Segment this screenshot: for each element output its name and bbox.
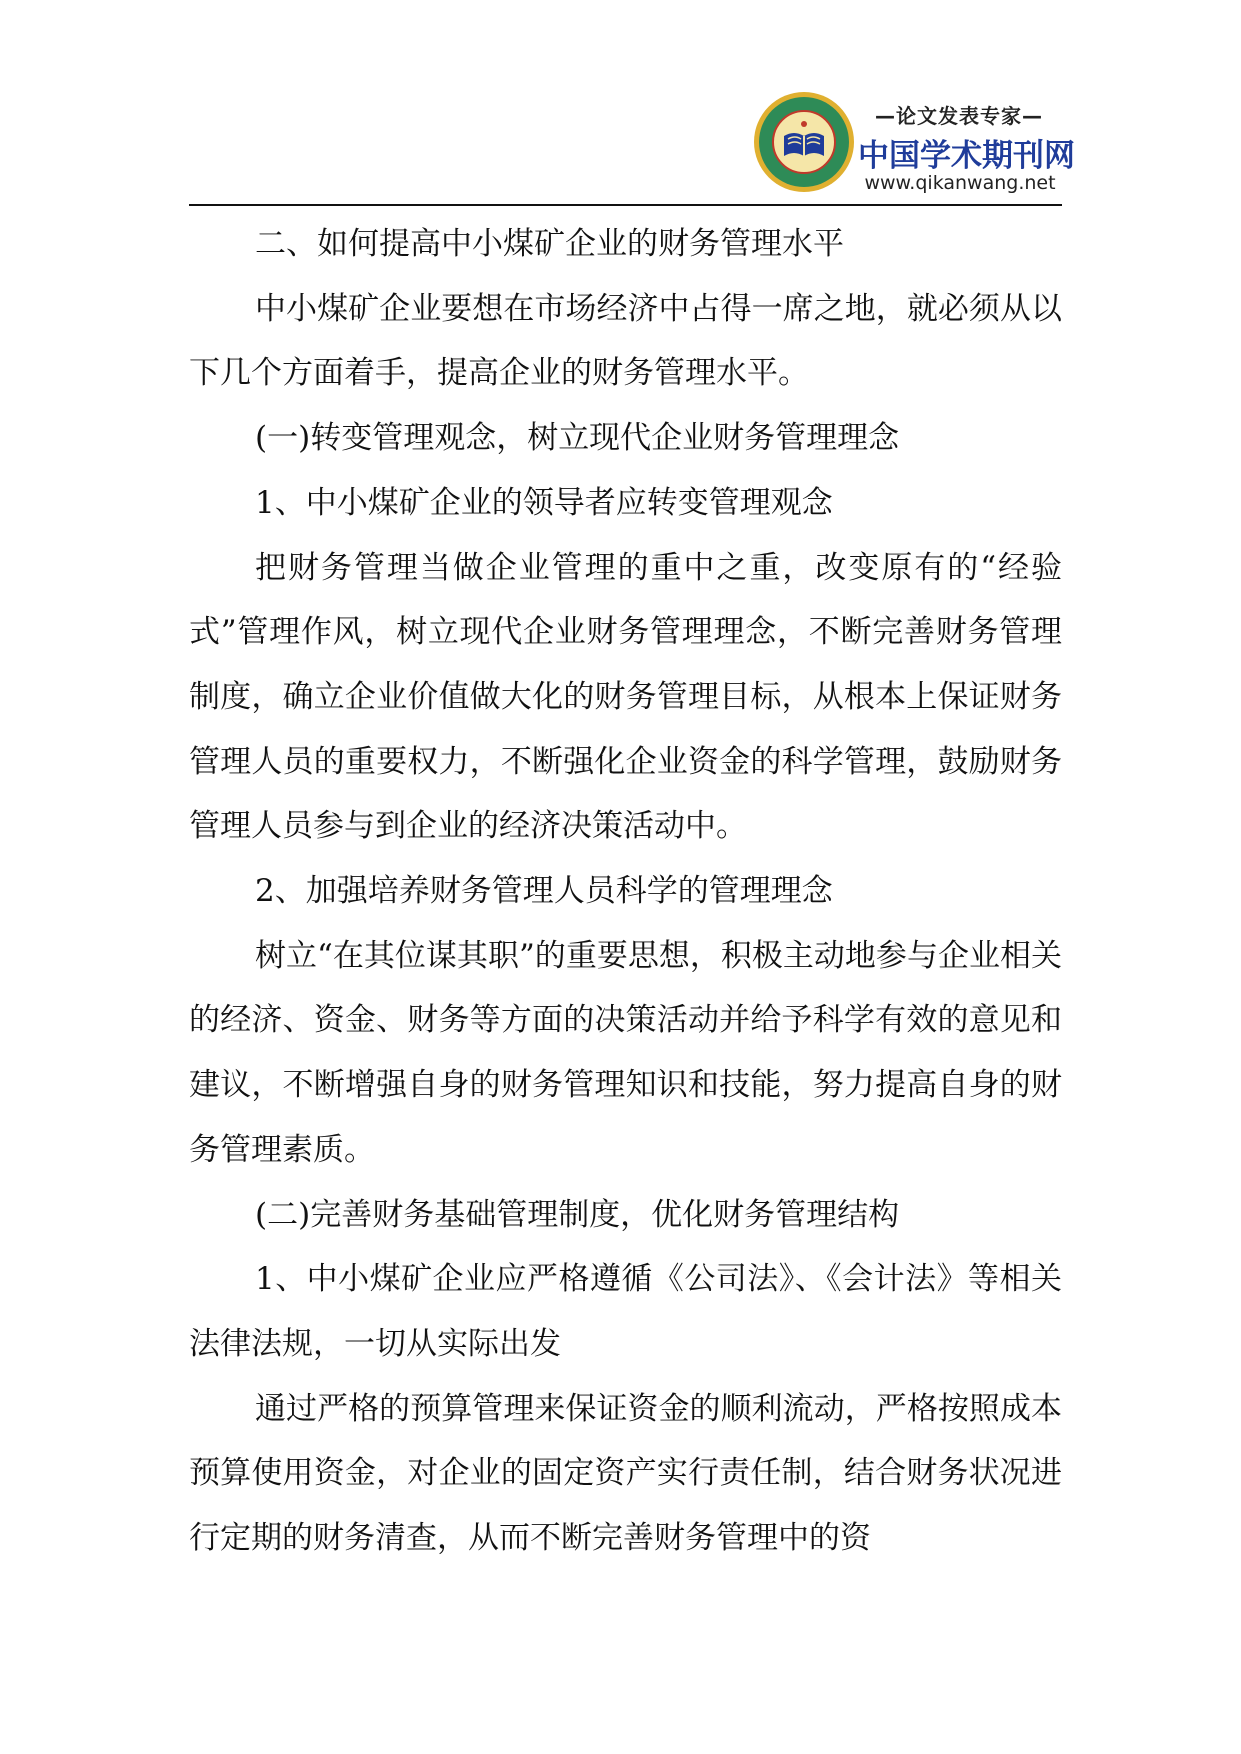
section-heading: 二、如何提高中小煤矿企业的财务管理水平	[255, 226, 844, 262]
document-body	[189, 212, 1062, 1571]
logo-url: www.qikanwang.net	[864, 172, 1056, 194]
point-heading: 2、加强培养财务管理人员科学的管理理念	[255, 873, 833, 910]
point-heading: 1、中小煤矿企业的领导者应转变管理观念	[255, 484, 833, 521]
logo-tagline: —论文发表专家—	[875, 104, 1043, 128]
header-divider	[189, 204, 1062, 206]
point-heading: 1、中小煤矿企业应严格遵循《公司法》、《会计法》等相关法律法规，一切从实际出发	[189, 1261, 1062, 1362]
body-paragraph: 把财务管理当做企业管理的重中之重，改变原有的“经验式”管理作风，树立现代企业财务管理理念，不断完善财务管理制度，确立企业价值做大化的财务管理目标，从根本上保证财务管理人员的重要权力，不断强化企业资金的科学管理，鼓励财务管理人员参与到企业的经济决策活动中。	[189, 549, 1062, 845]
seal-emblem-icon	[752, 90, 856, 194]
subsection-heading: (二)完善财务基础管理制度，优化财务管理结构	[255, 1196, 900, 1233]
logo-name: 中国学术期刊网	[858, 138, 1075, 174]
journal-logo	[752, 86, 1075, 204]
page-header	[0, 0, 1241, 208]
body-paragraph: 中小煤矿企业要想在市场经济中占得一席之地，就必须从以下几个方面着手，提高企业的财务管理水平。	[189, 290, 1062, 392]
body-paragraph: 树立“在其位谋其职”的重要思想，积极主动地参与企业相关的经济、资金、财务等方面的决策活动并给予科学有效的意见和建议，不断增强自身的财务管理知识和技能，努力提高自身的财务管理素质。	[189, 937, 1062, 1168]
subsection-heading: (一)转变管理观念，树立现代企业财务管理理念	[255, 420, 900, 457]
body-paragraph: 通过严格的预算管理来保证资金的顺利流动，严格按照成本预算使用资金，对企业的固定资产实行责任制，结合财务状况进行定期的财务清查，从而不断完善财务管理中的资	[189, 1390, 1062, 1557]
